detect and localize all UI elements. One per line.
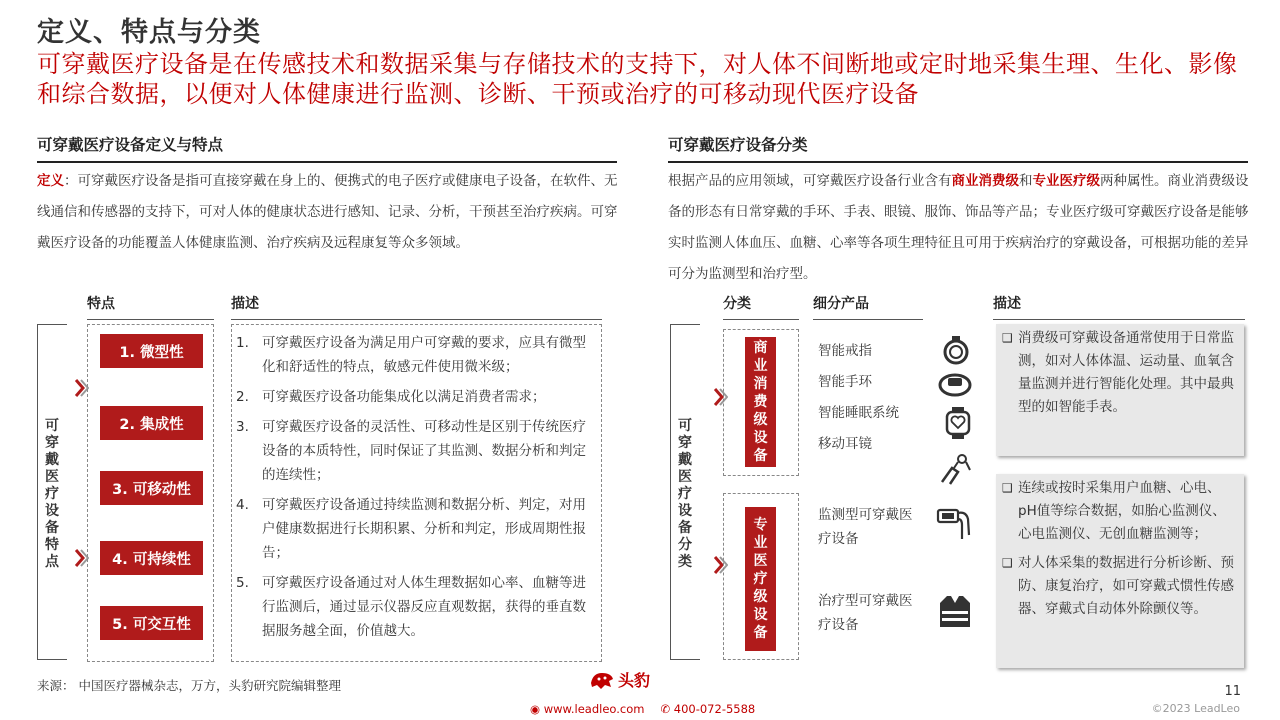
list-text: 可穿戴医疗设备为满足用户可穿戴的要求，应具有微型化和舒适性的特点，敏感元件使用微米级； <box>262 335 586 375</box>
smartwatch-icon <box>940 405 976 441</box>
category-column-header: 分类 <box>723 293 799 320</box>
brand-logo <box>589 668 650 691</box>
list-item <box>236 385 598 409</box>
page-number: 11 <box>1224 684 1241 699</box>
website-text: www.leadleo.com <box>543 702 645 716</box>
highlight-consumer: 商业消费级 <box>951 173 1019 189</box>
paragraph-text: 两种属性。商业消费级设备的形态有日常穿戴的手环、手表、眼镜、服饰、饰品等产品；专业医疗级可穿戴医疗设备是能够实时监测人体血压、血糖、心率等各项生理特征且可用于疾病治疗的穿戴设备，可根据功能的差异可分为监测型和治疗型。 <box>668 173 1249 282</box>
list-number: 3. <box>236 419 249 435</box>
list-item <box>236 571 598 643</box>
website-link[interactable] <box>530 702 644 716</box>
list-text: 可穿戴医疗设备的灵活性、可移动性是区别于传统医疗设备的本质特性，同时保证了其监测、数据分析和判定的连续性； <box>262 419 586 483</box>
description-list <box>236 331 598 647</box>
product-column-header: 细分产品 <box>813 293 923 320</box>
definition-label: 定义 <box>37 173 64 189</box>
monitor-description: 连续或按时采集用户血糖、心电、pH值等综合数据，如胎心监测仪、心电监测仪、无创血糖监测等； <box>1018 480 1226 542</box>
feature-tag: 3. 可移动性 <box>100 471 203 505</box>
medical-description-box <box>996 474 1244 668</box>
page-title: 定义、特点与分类 <box>37 17 261 48</box>
wristband-icon <box>937 367 973 403</box>
product-sleep: 智能睡眠系统 <box>818 405 899 421</box>
classification-side-label: 可穿戴医疗设备分类 <box>678 418 692 570</box>
left-section-heading: 可穿戴医疗设备定义与特点 <box>37 133 617 163</box>
definition-paragraph <box>37 166 619 259</box>
feature-side-label: 可穿戴医疗设备特点 <box>45 418 59 570</box>
phone-text: 400-072-5588 <box>673 702 756 716</box>
source-note: 来源： 中国医疗器械杂志，万方，头豹研究院编辑整理 <box>37 678 341 693</box>
classification-paragraph <box>668 166 1250 290</box>
checkbox-icon: ❑ <box>1002 331 1013 345</box>
feature-tag: 5. 可交互性 <box>100 606 203 640</box>
checkbox-icon: ❑ <box>1002 556 1013 570</box>
consumer-category-label: 商业消费级设备 <box>753 340 768 464</box>
feature-tag: 2. 集成性 <box>100 406 203 440</box>
feature-tag: 1. 微型性 <box>100 334 203 368</box>
consumer-category-tag <box>745 337 776 467</box>
copyright: ©2023 LeadLeo <box>1151 702 1240 715</box>
medical-category-tag <box>745 507 776 651</box>
paragraph-text: 根据产品的应用领域，可穿戴医疗设备行业含有 <box>668 173 952 189</box>
right-section-heading: 可穿戴医疗设备分类 <box>668 133 1248 163</box>
definition-text: ：可穿戴医疗设备是指可直接穿戴在身上的、便携式的电子医疗或健康电子设备，在软件、无线通信和传感器的支持下，可对人体的健康状态进行感知、记录、分析，干预甚至治疗疾病。可穿戴医疗设备的功能覆盖人体健康监测、治疗疾病及远程康复等众多领域。 <box>37 173 618 251</box>
therapy-description: 对人体采集的数据进行分析诊断、预防、康复治疗，如可穿戴式惯性传感器、穿戴式自动体外除颤仪等。 <box>1018 555 1234 617</box>
list-item <box>1002 327 1236 419</box>
list-item <box>1002 477 1236 546</box>
paragraph-text: 和 <box>1019 173 1033 189</box>
vest-icon <box>937 593 973 629</box>
list-item <box>236 331 598 379</box>
list-number: 5. <box>236 575 249 591</box>
medical-category-label: 专业医疗级设备 <box>753 517 768 641</box>
list-text: 可穿戴医疗设备功能集成化以满足消费者需求； <box>262 389 546 405</box>
ring-icon <box>938 332 974 368</box>
list-item <box>236 493 598 565</box>
phone-number <box>660 702 755 716</box>
page-subtitle: 可穿戴医疗设备是在传感技术和数据采集与存储技术的支持下，对人体不间断地或定时地采集生理、生化、影像和综合数据，以便对人体健康进行监测、诊断、干预或治疗的可移动现代医疗设备 <box>37 50 1238 108</box>
list-number: 2. <box>236 389 249 405</box>
list-text: 可穿戴医疗设备通过对人体生理数据如心率、血糖等进行监测后，通过显示仪器反应直观数据，获得的垂直数据服务越全面，价值越大。 <box>262 575 586 639</box>
leopard-logo-icon <box>589 669 615 691</box>
wrist-monitor-icon <box>936 505 972 541</box>
classification-desc-column-header: 描述 <box>993 293 1245 320</box>
list-number: 4. <box>236 497 249 513</box>
globe-icon: ◉ <box>530 702 544 716</box>
product-ring: 智能戒指 <box>818 343 872 359</box>
phone-icon: ✆ <box>660 702 674 716</box>
brand-name: 头豹 <box>618 671 651 690</box>
list-number: 1. <box>236 335 249 351</box>
checkbox-icon: ❑ <box>1002 481 1013 495</box>
consumer-description: 消费级可穿戴设备通常使用于日常监测，如对人体体温、运动量、血氧含量监测并进行智能化处理。其中最典型的如智能手表。 <box>1018 330 1234 415</box>
feature-column-header: 特点 <box>87 293 214 320</box>
list-item <box>1002 552 1236 621</box>
product-otoscope: 移动耳镜 <box>818 436 872 452</box>
otoscope-icon <box>938 450 974 486</box>
consumer-description-box <box>996 324 1244 456</box>
product-therapy: 治疗型可穿戴医疗设备 <box>818 593 913 633</box>
product-band: 智能手环 <box>818 374 872 390</box>
contact-info <box>530 702 755 716</box>
product-monitor: 监测型可穿戴医疗设备 <box>818 507 913 547</box>
feature-tag: 4. 可持续性 <box>100 541 203 575</box>
highlight-medical: 专业医疗级 <box>1032 173 1100 189</box>
description-column-header: 描述 <box>231 293 602 320</box>
list-text: 可穿戴医疗设备通过持续监测和数据分析、判定，对用户健康数据进行长期积累、分析和判定，形成周期性报告； <box>262 497 586 561</box>
list-item <box>236 415 598 487</box>
